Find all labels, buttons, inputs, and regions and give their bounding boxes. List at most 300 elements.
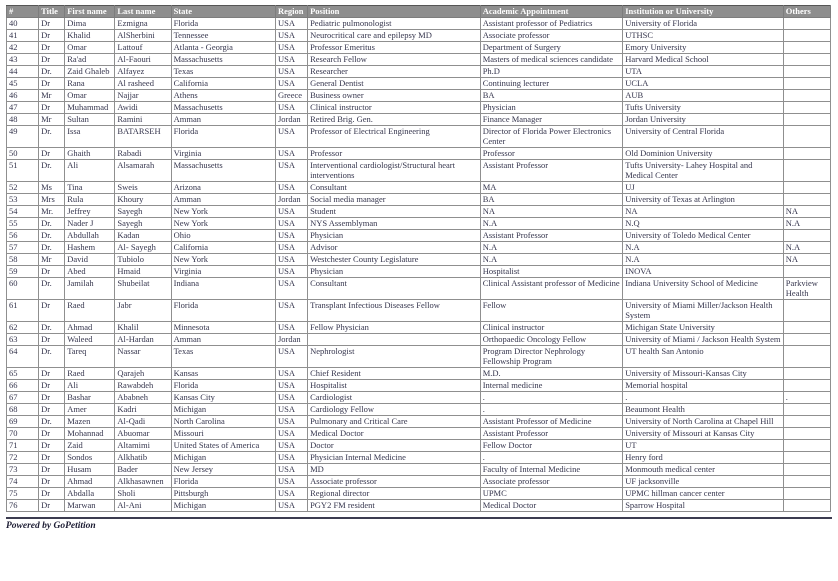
column-header-state: State xyxy=(171,6,275,18)
table-cell: USA xyxy=(275,476,307,488)
table-cell: 44 xyxy=(7,66,39,78)
table-cell: Rana xyxy=(65,78,115,90)
table-cell: Henry ford xyxy=(623,452,784,464)
column-header-title: Title xyxy=(39,6,65,18)
table-cell: Waleed xyxy=(65,334,115,346)
table-cell: UTHSC xyxy=(623,30,784,42)
table-row xyxy=(7,18,831,30)
table-cell: Sweis xyxy=(115,182,171,194)
table-cell xyxy=(783,148,830,160)
table-cell: Hospitalist xyxy=(308,380,481,392)
table-cell: Nassar xyxy=(115,346,171,368)
table-cell: Mr xyxy=(39,90,65,102)
table-cell: Assistant Professor xyxy=(480,160,623,182)
table-cell: . xyxy=(480,392,623,404)
table-cell: Amman xyxy=(171,194,275,206)
table-cell: Shubeilat xyxy=(115,278,171,300)
table-row xyxy=(7,182,831,194)
table-cell: Sayegh xyxy=(115,218,171,230)
table-cell: Ghaith xyxy=(65,148,115,160)
table-cell: Abuomar xyxy=(115,428,171,440)
table-cell: Sholi xyxy=(115,488,171,500)
table-row xyxy=(7,266,831,278)
table-cell: NYS Assemblyman xyxy=(308,218,481,230)
table-cell: USA xyxy=(275,488,307,500)
table-cell: Alsamarah xyxy=(115,160,171,182)
table-cell: BA xyxy=(480,90,623,102)
table-row xyxy=(7,452,831,464)
table-cell: Professor Emeritus xyxy=(308,42,481,54)
table-cell: Dr. xyxy=(39,218,65,230)
table-cell: PGY2 FM resident xyxy=(308,500,481,512)
table-cell: Research Fellow xyxy=(308,54,481,66)
table-cell: USA xyxy=(275,66,307,78)
table-cell: 45 xyxy=(7,78,39,90)
table-cell: Abdullah xyxy=(65,230,115,242)
table-cell: 53 xyxy=(7,194,39,206)
table-cell: Nephrologist xyxy=(308,346,481,368)
table-cell: Massachusetts xyxy=(171,102,275,114)
table-cell xyxy=(783,322,830,334)
table-cell: USA xyxy=(275,346,307,368)
table-cell: Transplant Infectious Diseases Fellow xyxy=(308,300,481,322)
table-cell: University of Texas at Arlington xyxy=(623,194,784,206)
table-cell: Tina xyxy=(65,182,115,194)
table-cell: Cardiology Fellow xyxy=(308,404,481,416)
table-row xyxy=(7,278,831,300)
table-cell: USA xyxy=(275,428,307,440)
table-cell: David xyxy=(65,254,115,266)
table-cell: Qarajeh xyxy=(115,368,171,380)
table-cell: 58 xyxy=(7,254,39,266)
table-cell: Program Director Nephrology Fellowship Program xyxy=(480,346,623,368)
table-cell: Department of Surgery xyxy=(480,42,623,54)
table-cell: Mrs xyxy=(39,194,65,206)
table-cell: Michigan xyxy=(171,500,275,512)
table-row xyxy=(7,148,831,160)
table-cell: Dr. xyxy=(39,160,65,182)
table-row xyxy=(7,346,831,368)
table-cell: 56 xyxy=(7,230,39,242)
table-cell xyxy=(783,18,830,30)
table-cell: UPMC xyxy=(480,488,623,500)
table-cell: Associate professor xyxy=(308,476,481,488)
table-cell: Abdalla xyxy=(65,488,115,500)
table-cell: Alfayez xyxy=(115,66,171,78)
table-cell: 66 xyxy=(7,380,39,392)
table-cell: Texas xyxy=(171,346,275,368)
table-cell: 67 xyxy=(7,392,39,404)
table-cell: Clinical instructor xyxy=(308,102,481,114)
table-cell: Amer xyxy=(65,404,115,416)
table-cell xyxy=(783,488,830,500)
table-cell: New Jersey xyxy=(171,464,275,476)
table-cell: General Dentist xyxy=(308,78,481,90)
table-cell: 52 xyxy=(7,182,39,194)
table-cell: Fellow xyxy=(480,300,623,322)
table-cell: Assistant professor of Pediatrics xyxy=(480,18,623,30)
table-row xyxy=(7,54,831,66)
table-cell: Ph.D xyxy=(480,66,623,78)
table-cell: . xyxy=(783,392,830,404)
table-cell: Lattouf xyxy=(115,42,171,54)
table-cell: Jordan xyxy=(275,334,307,346)
table-cell: Physician xyxy=(308,230,481,242)
table-cell: Physician xyxy=(480,102,623,114)
table-cell: Ramini xyxy=(115,114,171,126)
table-row xyxy=(7,90,831,102)
table-cell xyxy=(783,30,830,42)
table-cell: MA xyxy=(480,182,623,194)
table-cell: AUB xyxy=(623,90,784,102)
table-cell: Bashar xyxy=(65,392,115,404)
table-cell: USA xyxy=(275,42,307,54)
table-cell: Zaid Ghaleb xyxy=(65,66,115,78)
table-cell: N.A xyxy=(480,218,623,230)
table-cell: Dr xyxy=(39,380,65,392)
table-cell: Physician xyxy=(308,266,481,278)
table-cell: USA xyxy=(275,218,307,230)
table-cell: Parkview Health xyxy=(783,278,830,300)
powered-by-text: Powered by GoPetition xyxy=(6,521,96,531)
table-cell: USA xyxy=(275,440,307,452)
table-cell: Dr xyxy=(39,476,65,488)
table-cell xyxy=(783,230,830,242)
table-cell: 40 xyxy=(7,18,39,30)
table-cell: Dr xyxy=(39,300,65,322)
table-cell: 43 xyxy=(7,54,39,66)
table-cell: 69 xyxy=(7,416,39,428)
table-cell: BATARSEH xyxy=(115,126,171,148)
table-cell: 59 xyxy=(7,266,39,278)
table-cell xyxy=(783,440,830,452)
table-cell: USA xyxy=(275,18,307,30)
table-row xyxy=(7,254,831,266)
table-header xyxy=(7,6,831,18)
table-cell xyxy=(783,452,830,464)
table-cell: Beaumont Health xyxy=(623,404,784,416)
table-cell: Dr xyxy=(39,464,65,476)
table-row xyxy=(7,160,831,182)
table-cell: Tennessee xyxy=(171,30,275,42)
table-cell xyxy=(783,464,830,476)
table-cell: Kansas City xyxy=(171,392,275,404)
table-cell xyxy=(783,114,830,126)
table-cell: USA xyxy=(275,380,307,392)
table-cell: Westchester County Legislature xyxy=(308,254,481,266)
table-cell: Mr xyxy=(39,114,65,126)
table-cell: N.A xyxy=(623,242,784,254)
table-cell: Michigan xyxy=(171,404,275,416)
table-cell: Pulmonary and Critical Care xyxy=(308,416,481,428)
table-cell: Old Dominion University xyxy=(623,148,784,160)
table-cell: Dr xyxy=(39,488,65,500)
table-cell: Ali xyxy=(65,380,115,392)
table-cell: 42 xyxy=(7,42,39,54)
table-cell xyxy=(783,300,830,322)
table-cell: USA xyxy=(275,368,307,380)
table-cell: Florida xyxy=(171,300,275,322)
table-cell: University of Miami / Jackson Health System xyxy=(623,334,784,346)
table-cell: MD xyxy=(308,464,481,476)
table-cell: Rawabdeh xyxy=(115,380,171,392)
table-cell: Researcher xyxy=(308,66,481,78)
table-cell xyxy=(783,126,830,148)
table-cell: USA xyxy=(275,322,307,334)
table-cell: Clinical instructor xyxy=(480,322,623,334)
table-cell xyxy=(783,194,830,206)
table-cell: Ohio xyxy=(171,230,275,242)
table-cell: Nader J xyxy=(65,218,115,230)
table-cell: Associate professor xyxy=(480,476,623,488)
table-cell: Dr xyxy=(39,500,65,512)
table-cell: . xyxy=(480,404,623,416)
table-cell: USA xyxy=(275,148,307,160)
table-cell: Professor xyxy=(308,148,481,160)
table-cell: Emory University xyxy=(623,42,784,54)
column-header-academic-appointment: Academic Appointment xyxy=(480,6,623,18)
table-cell: NA xyxy=(783,206,830,218)
table-cell: INOVA xyxy=(623,266,784,278)
table-cell: University of North Carolina at Chapel Hill xyxy=(623,416,784,428)
table-row xyxy=(7,230,831,242)
table-cell: USA xyxy=(275,242,307,254)
table-cell: USA xyxy=(275,102,307,114)
table-row xyxy=(7,416,831,428)
table-cell: New York xyxy=(171,254,275,266)
table-cell: Dima xyxy=(65,18,115,30)
table-cell: New York xyxy=(171,206,275,218)
table-cell: USA xyxy=(275,230,307,242)
table-cell: Hashem xyxy=(65,242,115,254)
table-cell: Dr xyxy=(39,428,65,440)
table-cell: Interventional cardiologist/Structural heart interventions xyxy=(308,160,481,182)
table-cell: Raed xyxy=(65,300,115,322)
table-cell: Dr xyxy=(39,42,65,54)
table-cell: 61 xyxy=(7,300,39,322)
table-cell: Dr xyxy=(39,30,65,42)
table-cell: 50 xyxy=(7,148,39,160)
table-cell: UT xyxy=(623,440,784,452)
table-cell xyxy=(783,428,830,440)
table-cell: Assistant Professor xyxy=(480,230,623,242)
footer-divider xyxy=(6,517,832,531)
table-cell: Dr. xyxy=(39,322,65,334)
table-cell: Kadan xyxy=(115,230,171,242)
table-row xyxy=(7,206,831,218)
table-cell: Jeffrey xyxy=(65,206,115,218)
table-row xyxy=(7,488,831,500)
table-cell: Pittsburgh xyxy=(171,488,275,500)
table-cell: 72 xyxy=(7,452,39,464)
table-cell: Omar xyxy=(65,90,115,102)
table-cell: Assistant Professor xyxy=(480,428,623,440)
table-header-row xyxy=(7,6,831,18)
table-row xyxy=(7,404,831,416)
table-row xyxy=(7,380,831,392)
table-cell xyxy=(783,500,830,512)
table-cell: Neurocritical care and epilepsy MD xyxy=(308,30,481,42)
table-cell: Dr xyxy=(39,54,65,66)
table-row xyxy=(7,66,831,78)
table-cell: 62 xyxy=(7,322,39,334)
table-cell: Fellow Physician xyxy=(308,322,481,334)
table-cell: 41 xyxy=(7,30,39,42)
table-cell: Al-Hardan xyxy=(115,334,171,346)
table-cell: Altamimi xyxy=(115,440,171,452)
table-cell: Zaid xyxy=(65,440,115,452)
table-row xyxy=(7,42,831,54)
table-cell: Atlanta - Georgia xyxy=(171,42,275,54)
table-cell: 71 xyxy=(7,440,39,452)
table-cell: Professor xyxy=(480,148,623,160)
table-cell: Al- Sayegh xyxy=(115,242,171,254)
table-cell: UCLA xyxy=(623,78,784,90)
table-cell: California xyxy=(171,242,275,254)
table-cell: USA xyxy=(275,206,307,218)
table-cell: Dr. xyxy=(39,278,65,300)
table-cell xyxy=(783,266,830,278)
table-cell: Dr. xyxy=(39,346,65,368)
table-cell: Omar xyxy=(65,42,115,54)
table-cell xyxy=(783,66,830,78)
table-cell: Mr xyxy=(39,254,65,266)
table-cell: 64 xyxy=(7,346,39,368)
table-cell: Hmaid xyxy=(115,266,171,278)
table-cell: Jordan University xyxy=(623,114,784,126)
table-cell: 75 xyxy=(7,488,39,500)
table-cell: Assistant Professor of Medicine xyxy=(480,416,623,428)
table-cell xyxy=(783,78,830,90)
table-cell: Ahmad xyxy=(65,476,115,488)
table-cell: Jordan xyxy=(275,114,307,126)
table-cell: University of Missouri-Kansas City xyxy=(623,368,784,380)
table-cell: 49 xyxy=(7,126,39,148)
table-cell: N.A xyxy=(480,254,623,266)
table-cell xyxy=(783,368,830,380)
table-cell: Florida xyxy=(171,476,275,488)
table-cell: Rabadi xyxy=(115,148,171,160)
column-header-position: Position xyxy=(308,6,481,18)
table-cell: Michigan xyxy=(171,452,275,464)
table-cell: Rula xyxy=(65,194,115,206)
table-cell xyxy=(783,90,830,102)
table-cell xyxy=(783,54,830,66)
table-cell: USA xyxy=(275,500,307,512)
table-cell: United States of America xyxy=(171,440,275,452)
table-cell: Arizona xyxy=(171,182,275,194)
table-row xyxy=(7,428,831,440)
table-cell: Sayegh xyxy=(115,206,171,218)
table-cell: USA xyxy=(275,54,307,66)
table-row xyxy=(7,30,831,42)
table-cell: Memorial hospital xyxy=(623,380,784,392)
table-cell: Issa xyxy=(65,126,115,148)
table-cell: Dr. xyxy=(39,230,65,242)
table-cell: Consultant xyxy=(308,278,481,300)
table-cell: M.D. xyxy=(480,368,623,380)
table-row xyxy=(7,218,831,230)
table-cell: Missouri xyxy=(171,428,275,440)
table-cell: Finance Manager xyxy=(480,114,623,126)
table-cell: New York xyxy=(171,218,275,230)
table-cell: Al-Ani xyxy=(115,500,171,512)
table-cell: Amman xyxy=(171,114,275,126)
table-cell: Massachusetts xyxy=(171,54,275,66)
table-cell: Ahmad xyxy=(65,322,115,334)
table-cell: Khalid xyxy=(65,30,115,42)
signatures-table xyxy=(6,5,831,512)
table-cell: BA xyxy=(480,194,623,206)
table-cell: USA xyxy=(275,278,307,300)
table-cell: Sultan xyxy=(65,114,115,126)
table-cell: Al-Faouri xyxy=(115,54,171,66)
table-cell: Dr xyxy=(39,148,65,160)
table-cell: Clinical Assistant professor of Medicine xyxy=(480,278,623,300)
table-cell: 74 xyxy=(7,476,39,488)
table-cell: Alkhatib xyxy=(115,452,171,464)
table-cell xyxy=(783,380,830,392)
table-cell: UPMC hillman cancer center xyxy=(623,488,784,500)
table-cell: Sondos xyxy=(65,452,115,464)
table-cell: USA xyxy=(275,254,307,266)
table-cell: Mohannad xyxy=(65,428,115,440)
table-row xyxy=(7,322,831,334)
table-cell: Muhammad xyxy=(65,102,115,114)
table-cell: Hospitalist xyxy=(480,266,623,278)
table-row xyxy=(7,500,831,512)
table-cell: USA xyxy=(275,182,307,194)
table-cell xyxy=(783,334,830,346)
table-cell xyxy=(308,334,481,346)
table-cell: Monmouth medical center xyxy=(623,464,784,476)
table-cell: 57 xyxy=(7,242,39,254)
table-cell xyxy=(783,42,830,54)
table-row xyxy=(7,114,831,126)
table-cell: Dr xyxy=(39,78,65,90)
table-cell: Retired Brig. Gen. xyxy=(308,114,481,126)
table-cell: Internal medicine xyxy=(480,380,623,392)
table-cell: Bader xyxy=(115,464,171,476)
table-cell: Husam xyxy=(65,464,115,476)
table-cell: Massachusetts xyxy=(171,160,275,182)
table-cell: Jordan xyxy=(275,194,307,206)
table-cell: UF jacksonville xyxy=(623,476,784,488)
table-cell: Director of Florida Power Electronics Center xyxy=(480,126,623,148)
table-row xyxy=(7,126,831,148)
table-cell: Consultant xyxy=(308,182,481,194)
table-cell: N.Q xyxy=(623,218,784,230)
table-cell: University of Toledo Medical Center xyxy=(623,230,784,242)
table-row xyxy=(7,476,831,488)
table-cell: Student xyxy=(308,206,481,218)
table-cell: AlSherbini xyxy=(115,30,171,42)
table-cell: Sparrow Hospital xyxy=(623,500,784,512)
column-header-institution-or-university: Institution or University xyxy=(623,6,784,18)
table-cell: Ra'ad xyxy=(65,54,115,66)
table-cell: North Carolina xyxy=(171,416,275,428)
table-cell: 68 xyxy=(7,404,39,416)
table-row xyxy=(7,392,831,404)
table-cell: 70 xyxy=(7,428,39,440)
table-row xyxy=(7,300,831,322)
table-cell: Dr xyxy=(39,368,65,380)
table-cell: N.A xyxy=(480,242,623,254)
table-cell: Professor of Electrical Engineering xyxy=(308,126,481,148)
table-cell xyxy=(783,102,830,114)
table-cell: Indiana xyxy=(171,278,275,300)
table-cell: Florida xyxy=(171,18,275,30)
